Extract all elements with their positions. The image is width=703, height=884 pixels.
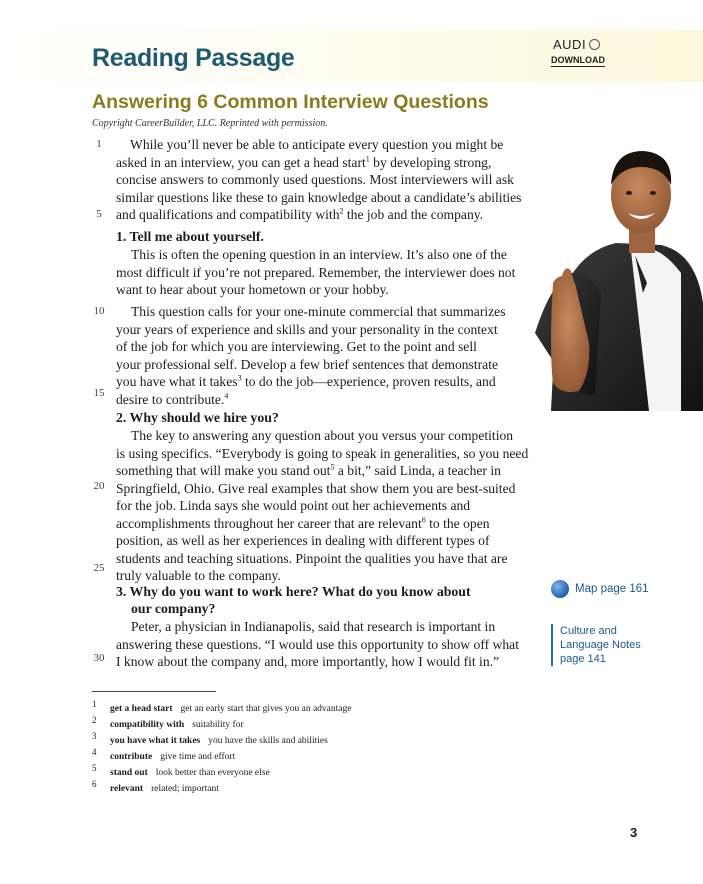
footnote-ref: 4 [224, 390, 229, 400]
footnote-definition: related; important [151, 784, 219, 795]
line-number: 15 [93, 387, 105, 399]
footnote-term: compatibility with [110, 720, 185, 731]
section-title: Reading Passage [92, 44, 295, 72]
question-heading: our company? [131, 601, 216, 616]
footnote-item [92, 779, 219, 794]
footnote-term: get a head start [110, 704, 173, 715]
culture-notes-link[interactable] [551, 624, 641, 666]
audio-label: AUDI [553, 37, 587, 52]
paragraph-line: your professional self. Develop a few brief sentences that demonstrate [116, 356, 498, 372]
footnote-definition: suitability for [192, 720, 244, 731]
footnote-item [92, 747, 235, 762]
footnote-number: 2 [92, 715, 97, 725]
footnote-number: 3 [92, 731, 97, 741]
paragraph-line: you have what it takes$^3$ to do the job—experience, proven results, and [116, 373, 496, 389]
paragraph-line: asked in an interview, you can get a head start$^1$ by developing strong, [116, 153, 492, 170]
paragraph-line: I know about the company and, more importantly, how I would fit in.” [116, 654, 500, 669]
audio-disc-icon [589, 39, 600, 50]
copyright-note: Copyright CareerBuilder, LLC. Reprinted with permission. [92, 118, 328, 129]
line-number: 25 [93, 562, 105, 574]
footnote-number: 6 [92, 779, 97, 789]
paragraph-line: While you’ll never be able to anticipate every question you might be [130, 137, 504, 152]
line-number: 20 [93, 480, 105, 492]
footnote-divider [92, 691, 216, 692]
paragraph-line: want to hear about your hometown or your hobby. [116, 282, 389, 297]
paragraph-line: students and teaching situations. Pinpoint the qualities you have that are [116, 550, 508, 566]
map-link[interactable] [551, 580, 649, 598]
page-number: 3 [630, 825, 638, 840]
paragraph-line: similar questions like these to gain knowledge about a candidate’s abilities [116, 189, 522, 205]
paragraph-line: truly valuable to the company. [116, 568, 281, 583]
line-number: 30 [93, 652, 105, 664]
culture-link-line: Language Notes [560, 639, 641, 651]
footnote-definition: give time and effort [160, 752, 236, 763]
paragraph-line: This is often the opening question in an interview. It’s also one of the [131, 247, 507, 262]
footnote-term: you have what it takes [110, 736, 201, 747]
footnote-number: 1 [92, 699, 97, 709]
globe-icon [551, 580, 569, 598]
culture-link-line: Culture and [560, 625, 617, 637]
footnote-definition: get an early start that gives you an advantage [180, 704, 352, 715]
paragraph-line: is using specifics. “Everybody is going to speak in generalities, so you need [116, 445, 529, 461]
download-label[interactable]: DOWNLOAD [551, 55, 605, 65]
paragraph-line: something that will make you stand out$^5$ a bit,” said Linda, a teacher in [116, 462, 501, 478]
footnote-ref: 5 [330, 462, 335, 472]
businessman-photo [531, 133, 703, 411]
audio-download-button[interactable] [553, 37, 600, 52]
footnote-definition: you have the skills and abilities [208, 736, 328, 747]
article-title: Answering 6 Common Interview Questions [92, 91, 489, 113]
paragraph-line: concise answers to commonly used questions. Most interviewers will ask [116, 172, 514, 187]
line-number: 1 [96, 138, 102, 150]
question-heading: 1. Tell me about yourself. [116, 229, 264, 244]
footnote-item [92, 731, 328, 746]
paragraph-line: This question calls for your one-minute commercial that summarizes [131, 304, 506, 319]
footnote-ref: 3 [237, 373, 242, 383]
paragraph-line: accomplishments throughout her career that are relevant$^6$ to the open [116, 514, 490, 531]
culture-link-line: page 141 [560, 653, 606, 665]
map-link-label: Map page 161 [575, 583, 649, 595]
question-heading: 2. Why should we hire you? [116, 410, 279, 425]
line-number: 10 [93, 305, 105, 317]
paragraph-line: The key to answering any question about you versus your competition [131, 428, 514, 443]
footnote-definition: look better than everyone else [155, 768, 270, 779]
footnote-number: 4 [92, 747, 97, 757]
paragraph-line: desire to contribute.$^4$ [116, 390, 229, 407]
paragraph-line: and qualifications and compatibility with$^2$ the job and the company. [116, 206, 484, 222]
businessman-illustration [531, 133, 703, 411]
footnote-ref: 1 [365, 153, 370, 163]
footnote-item [92, 699, 351, 714]
paragraph-line: most difficult if you’re not prepared. Remember, the interviewer does not [116, 264, 516, 280]
footnote-term: contribute [110, 752, 153, 763]
paragraph-line: position, as well as her experiences in dealing with different types of [116, 533, 490, 548]
paragraph-line: Springfield, Ohio. Give real examples that show them you are best-suited [116, 480, 516, 496]
footnote-term: stand out [110, 768, 148, 779]
paragraph-line: for the job. Linda says she would point out her achievements and [116, 498, 471, 513]
footnote-number: 5 [92, 763, 97, 773]
footnote-item [92, 763, 270, 778]
paragraph-line: of the job for which you are interviewing. Get to the point and sell [116, 339, 477, 354]
footnote-item [92, 715, 244, 730]
line-number: 5 [96, 208, 102, 220]
footnote-ref: 2 [339, 206, 344, 216]
footnote-ref: 6 [421, 514, 426, 524]
paragraph-line: Peter, a physician in Indianapolis, said that research is important in [131, 619, 496, 634]
paragraph-line: your years of experience and skills and your personality in the context [116, 321, 498, 337]
footnote-term: relevant [110, 784, 144, 795]
paragraph-line: answering these questions. “I would use this opportunity to show off what [116, 636, 519, 652]
question-heading: 3. Why do you want to work here? What do you know about [116, 584, 471, 599]
